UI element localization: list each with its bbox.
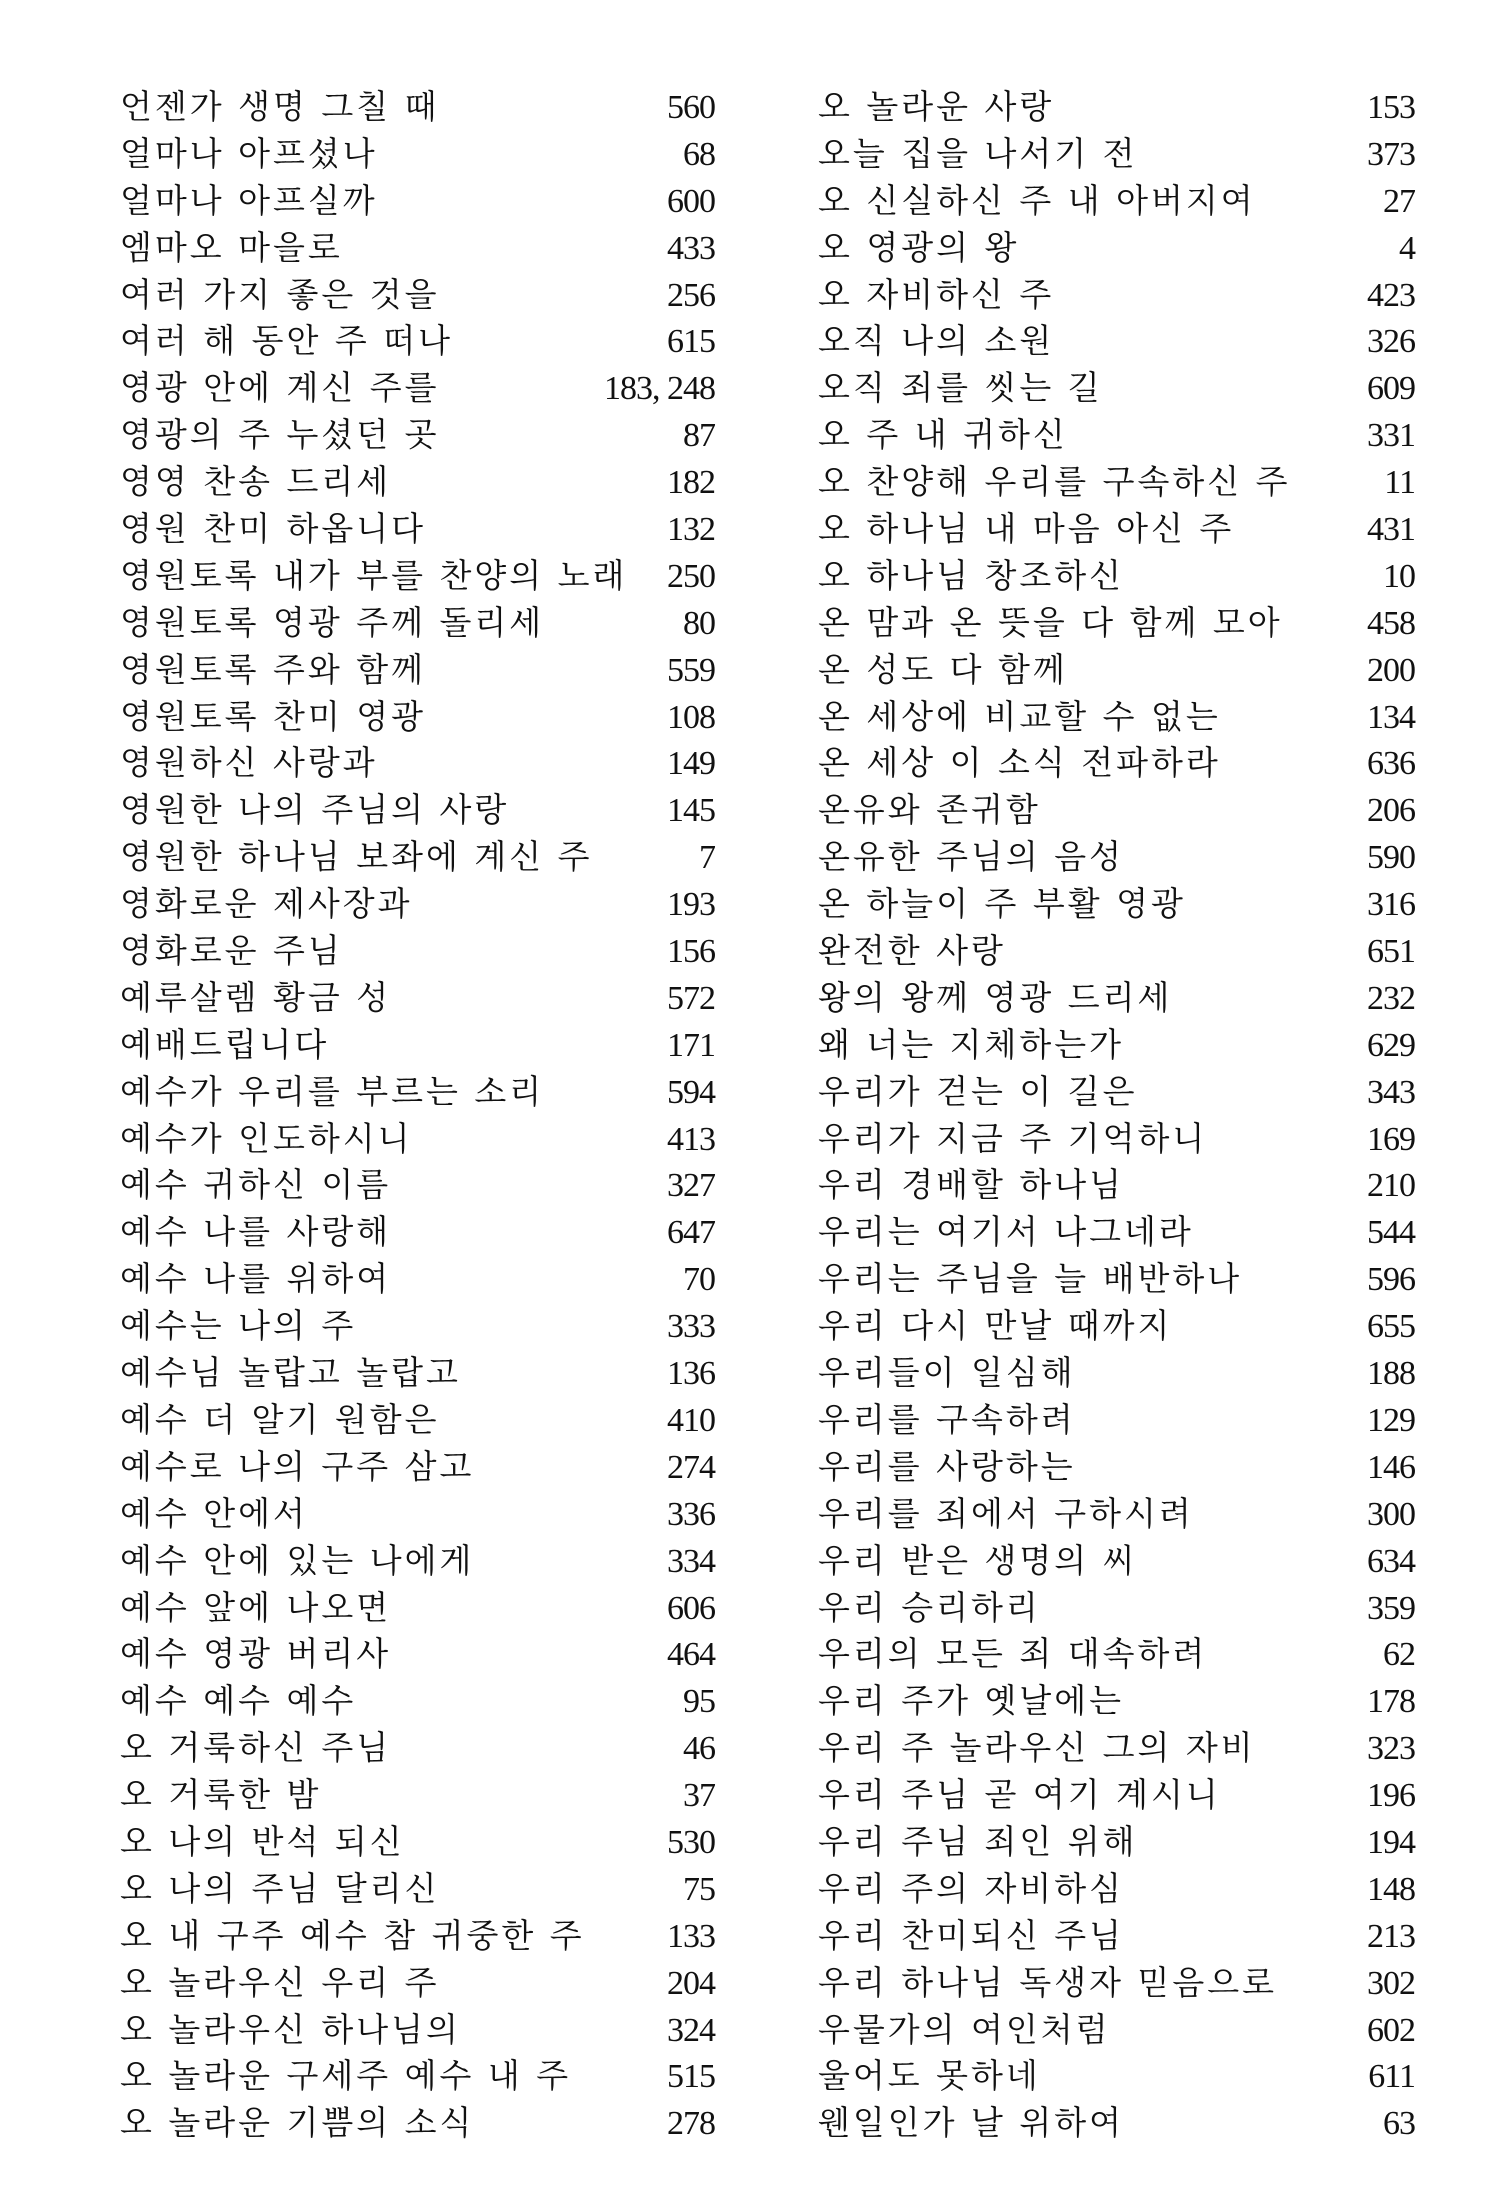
index-entry [818, 975, 1415, 1022]
entry-title: 오 놀라운 기쁨의 소식 [120, 2103, 475, 2143]
entry-title: 온 하늘이 주 부활 영광 [818, 884, 1186, 924]
entry-title: 오 찬양해 우리를 구속하신 주 [818, 462, 1291, 502]
right-index-column [818, 84, 1415, 2147]
index-entry [818, 272, 1415, 319]
entry-title: 영광 안에 계신 주를 [120, 368, 440, 408]
entry-title: 오 나의 주님 달리신 [120, 1868, 440, 1908]
entry-page-number: 70 [683, 1261, 715, 1299]
index-entry [120, 600, 715, 647]
index-entry [818, 2007, 1415, 2054]
index-entry [818, 1538, 1415, 1585]
index-entry [818, 1022, 1415, 1069]
index-entry [120, 1397, 715, 1444]
entry-page-number: 129 [1367, 1401, 1415, 1439]
index-entry [120, 740, 715, 787]
index-entry [120, 459, 715, 506]
entry-page-number: 629 [1367, 1026, 1415, 1064]
entry-page-number: 572 [667, 979, 715, 1017]
entry-page-number: 609 [1367, 370, 1415, 408]
entry-page-number: 206 [1367, 792, 1415, 830]
index-entry [120, 975, 715, 1022]
entry-title: 온유와 존귀함 [818, 790, 1041, 830]
entry-title: 우리 주님 곧 여기 계시니 [818, 1775, 1221, 1815]
entry-title: 예수 나를 위하여 [120, 1259, 392, 1299]
index-entry [818, 365, 1415, 412]
entry-page-number: 178 [1367, 1683, 1415, 1721]
entry-title: 우리는 여기서 나그네라 [818, 1212, 1194, 1252]
entry-page-number: 606 [667, 1589, 715, 1627]
index-entry [818, 1725, 1415, 1772]
entry-title: 예수 안에 있는 나에게 [120, 1540, 475, 1580]
index-entry [120, 1585, 715, 1632]
entry-title: 오 영광의 왕 [818, 227, 1020, 267]
index-entry [818, 1960, 1415, 2007]
index-entry [120, 1678, 715, 1725]
entry-title: 우리 찬미되신 주님 [818, 1915, 1125, 1955]
index-entry [818, 1772, 1415, 1819]
index-entry [120, 506, 715, 553]
entry-page-number: 515 [667, 2058, 715, 2096]
index-entry [818, 131, 1415, 178]
entry-page-number: 27 [1383, 182, 1415, 220]
index-entry [818, 459, 1415, 506]
entry-title: 우리 주님 죄인 위해 [818, 1821, 1138, 1861]
entry-page-number: 11 [1384, 464, 1415, 502]
entry-page-number: 464 [667, 1636, 715, 1674]
entry-page-number: 611 [1368, 2058, 1415, 2096]
entry-page-number: 145 [667, 792, 715, 830]
entry-title: 오 자비하신 주 [818, 274, 1055, 314]
entry-title: 우리 주가 옛날에는 [818, 1681, 1125, 1721]
entry-page-number: 336 [667, 1495, 715, 1533]
entry-page-number: 37 [683, 1777, 715, 1815]
entry-title: 오 나의 반석 되신 [120, 1821, 405, 1861]
entry-page-number: 636 [1367, 745, 1415, 783]
entry-title: 우리가 지금 주 기억하니 [818, 1118, 1208, 1158]
index-entry [818, 1678, 1415, 1725]
entry-title: 웬일인가 날 위하여 [818, 2103, 1125, 2143]
entry-title: 오늘 집을 나서기 전 [818, 133, 1138, 173]
index-entry [120, 834, 715, 881]
entry-title: 예수는 나의 주 [120, 1306, 357, 1346]
entry-page-number: 323 [1367, 1730, 1415, 1768]
index-entry [818, 1162, 1415, 1209]
entry-page-number: 433 [667, 229, 715, 267]
entry-page-number: 196 [1367, 1777, 1415, 1815]
entry-page-number: 634 [1367, 1542, 1415, 1580]
entry-title: 예수로 나의 구주 삼고 [120, 1446, 475, 1486]
entry-title: 우리는 주님을 늘 배반하나 [818, 1259, 1243, 1299]
index-entry [818, 1256, 1415, 1303]
index-entry [818, 1397, 1415, 1444]
entry-page-number: 133 [667, 1917, 715, 1955]
entry-title: 영원 찬미 하옵니다 [120, 509, 427, 549]
index-entry [818, 318, 1415, 365]
index-entry [818, 1209, 1415, 1256]
index-entry [120, 1303, 715, 1350]
entry-title: 언젠가 생명 그칠 때 [120, 87, 440, 126]
entry-page-number: 590 [1367, 839, 1415, 877]
entry-page-number: 134 [1367, 698, 1415, 736]
entry-title: 울어도 못하네 [818, 2056, 1041, 2096]
index-entry [120, 694, 715, 741]
entry-page-number: 359 [1367, 1589, 1415, 1627]
entry-title: 영화로운 주님 [120, 931, 343, 971]
entry-page-number: 194 [1367, 1823, 1415, 1861]
index-entry [120, 1913, 715, 1960]
entry-title: 우리 주의 자비하심 [818, 1868, 1125, 1908]
entry-title: 여러 해 동안 주 떠나 [120, 321, 453, 361]
index-entry [120, 412, 715, 459]
entry-page-number: 148 [1367, 1870, 1415, 1908]
entry-title: 우리 승리하리 [818, 1587, 1041, 1627]
entry-title: 오 하나님 창조하신 [818, 555, 1125, 595]
entry-title: 우리의 모든 죄 대속하려 [818, 1634, 1208, 1674]
index-entry [818, 1350, 1415, 1397]
entry-page-number: 423 [1367, 276, 1415, 314]
entry-title: 오 거룩하신 주님 [120, 1728, 392, 1768]
entry-title: 우리를 죄에서 구하시려 [818, 1493, 1194, 1533]
index-entry [120, 1866, 715, 1913]
index-entry [120, 84, 715, 131]
entry-page-number: 333 [667, 1308, 715, 1346]
entry-title: 온 맘과 온 뜻을 다 함께 모아 [818, 602, 1283, 642]
entry-page-number: 334 [667, 1542, 715, 1580]
index-entry [120, 225, 715, 272]
entry-page-number: 326 [1367, 323, 1415, 361]
entry-title: 우리를 구속하려 [818, 1399, 1076, 1439]
entry-title: 영원토록 찬미 영광 [120, 696, 427, 736]
entry-page-number: 188 [1367, 1355, 1415, 1393]
entry-page-number: 75 [683, 1870, 715, 1908]
index-entry [120, 1069, 715, 1116]
index-entry [818, 787, 1415, 834]
index-entry [818, 928, 1415, 975]
index-entry [818, 1819, 1415, 1866]
entry-title: 온 성도 다 함께 [818, 649, 1068, 689]
entry-page-number: 46 [683, 1730, 715, 1768]
index-entry [818, 740, 1415, 787]
entry-title: 예배드립니다 [120, 1024, 330, 1064]
entry-title: 오 거룩한 밤 [120, 1775, 322, 1815]
index-entry [818, 1444, 1415, 1491]
index-entry [120, 318, 715, 365]
index-entry [120, 553, 715, 600]
entry-page-number: 596 [1367, 1261, 1415, 1299]
entry-title: 영영 찬송 드리세 [120, 462, 392, 502]
entry-page-number: 62 [1383, 1636, 1415, 1674]
entry-page-number: 63 [1383, 2105, 1415, 2143]
entry-page-number: 68 [683, 135, 715, 173]
index-entry [120, 1256, 715, 1303]
entry-page-number: 204 [667, 1964, 715, 2002]
entry-page-number: 343 [1367, 1073, 1415, 1111]
index-entry [818, 1491, 1415, 1538]
index-entry [120, 647, 715, 694]
entry-page-number: 7 [699, 839, 715, 877]
entry-page-number: 602 [1367, 2011, 1415, 2049]
index-entry [120, 1350, 715, 1397]
entry-title: 예수님 놀랍고 놀랍고 [120, 1353, 461, 1393]
index-entry [120, 1116, 715, 1163]
index-entry [818, 412, 1415, 459]
entry-title: 온 세상에 비교할 수 없는 [818, 696, 1221, 736]
entry-page-number: 171 [667, 1026, 715, 1064]
entry-title: 얼마나 아프실까 [120, 180, 378, 220]
entry-title: 오 하나님 내 마음 아신 주 [818, 509, 1235, 549]
entry-page-number: 544 [1367, 1214, 1415, 1252]
entry-title: 오 내 구주 예수 참 귀중한 주 [120, 1915, 585, 1955]
entry-title: 오 신실하신 주 내 아버지여 [818, 180, 1256, 220]
entry-title: 엠마오 마을로 [120, 227, 343, 267]
index-entry [120, 1209, 715, 1256]
entry-title: 우리 받은 생명의 씨 [818, 1540, 1138, 1580]
entry-page-number: 256 [667, 276, 715, 314]
entry-title: 예수 앞에 나오면 [120, 1587, 392, 1627]
entry-page-number: 108 [667, 698, 715, 736]
entry-page-number: 80 [683, 604, 715, 642]
entry-page-number: 274 [667, 1448, 715, 1486]
entry-page-number: 278 [667, 2105, 715, 2143]
left-index-column [120, 84, 715, 2147]
entry-page-number: 594 [667, 1073, 715, 1111]
entry-title: 우리 경배할 하나님 [818, 1165, 1125, 1205]
entry-page-number: 458 [1367, 604, 1415, 642]
index-entry [120, 1819, 715, 1866]
entry-page-number: 95 [683, 1683, 715, 1721]
entry-title: 왕의 왕께 영광 드리세 [818, 977, 1173, 1017]
entry-title: 예수 영광 버리사 [120, 1634, 392, 1674]
index-entry [818, 1116, 1415, 1163]
index-entry [120, 2007, 715, 2054]
entry-title: 영원토록 영광 주께 돌리세 [120, 602, 545, 642]
index-entry [818, 2100, 1415, 2147]
entry-page-number: 651 [1367, 933, 1415, 971]
entry-title: 예수 나를 사랑해 [120, 1212, 392, 1252]
index-entry [120, 2053, 715, 2100]
index-entry [818, 1866, 1415, 1913]
index-entry [818, 84, 1415, 131]
entry-page-number: 169 [1367, 1120, 1415, 1158]
entry-page-number: 530 [667, 1823, 715, 1861]
entry-title: 예수가 우리를 부르는 소리 [120, 1071, 545, 1111]
index-entry [120, 1162, 715, 1209]
entry-page-number: 316 [1367, 886, 1415, 924]
entry-title: 오 놀라우신 하나님의 [120, 2009, 461, 2049]
index-entry [818, 2053, 1415, 2100]
entry-page-number: 615 [667, 323, 715, 361]
entry-page-number: 4 [1399, 229, 1415, 267]
entry-page-number: 10 [1383, 557, 1415, 595]
entry-page-number: 156 [667, 933, 715, 971]
index-entry [818, 881, 1415, 928]
entry-page-number: 324 [667, 2011, 715, 2049]
entry-page-number: 250 [667, 557, 715, 595]
entry-title: 우리를 사랑하는 [818, 1446, 1076, 1486]
entry-page-number: 302 [1367, 1964, 1415, 2002]
entry-page-number: 200 [1367, 651, 1415, 689]
entry-title: 영원토록 주와 함께 [120, 649, 427, 689]
entry-page-number: 410 [667, 1401, 715, 1439]
entry-title: 우리 다시 만날 때까지 [818, 1306, 1173, 1346]
index-entry [120, 131, 715, 178]
entry-page-number: 136 [667, 1355, 715, 1393]
entry-title: 예루살렘 황금 성 [120, 977, 392, 1017]
index-entry [120, 1444, 715, 1491]
entry-title: 완전한 사랑 [818, 931, 1006, 971]
index-entry [120, 1538, 715, 1585]
index-entry [120, 365, 715, 412]
entry-page-number: 331 [1367, 417, 1415, 455]
index-entry [818, 834, 1415, 881]
index-entry [818, 506, 1415, 553]
index-entry [818, 1631, 1415, 1678]
entry-page-number: 600 [667, 182, 715, 220]
entry-title: 온유한 주님의 음성 [818, 837, 1125, 877]
entry-page-number: 327 [667, 1167, 715, 1205]
entry-title: 영원한 하나님 보좌에 계신 주 [120, 837, 593, 877]
entry-title: 오 주 내 귀하신 [818, 415, 1068, 455]
entry-page-number: 373 [1367, 135, 1415, 173]
entry-page-number: 146 [1367, 1448, 1415, 1486]
entry-title: 영광의 주 누셨던 곳 [120, 415, 440, 455]
index-entry [818, 1303, 1415, 1350]
entry-page-number: 183, 248 [604, 370, 715, 408]
index-entry [120, 881, 715, 928]
index-entry [120, 1960, 715, 2007]
index-entry [818, 1585, 1415, 1632]
entry-title: 영화로운 제사장과 [120, 884, 413, 924]
entry-page-number: 213 [1367, 1917, 1415, 1955]
index-entry [818, 647, 1415, 694]
entry-page-number: 149 [667, 745, 715, 783]
entry-page-number: 193 [667, 886, 715, 924]
index-entry [818, 178, 1415, 225]
entry-page-number: 300 [1367, 1495, 1415, 1533]
entry-page-number: 647 [667, 1214, 715, 1252]
entry-title: 오직 나의 소원 [818, 321, 1055, 361]
index-entry [120, 1772, 715, 1819]
entry-title: 우물가의 여인처럼 [818, 2009, 1111, 2049]
entry-title: 예수 예수 예수 [120, 1681, 357, 1721]
entry-title: 영원하신 사랑과 [120, 743, 378, 783]
entry-page-number: 655 [1367, 1308, 1415, 1346]
entry-page-number: 560 [667, 89, 715, 126]
index-entry [818, 1069, 1415, 1116]
index-entry [120, 1022, 715, 1069]
index-entry [120, 272, 715, 319]
entry-title: 온 세상 이 소식 전파하라 [818, 743, 1221, 783]
index-entry [120, 1491, 715, 1538]
entry-title: 예수 더 알기 원함은 [120, 1399, 440, 1439]
entry-title: 여러 가지 좋은 것을 [120, 274, 440, 314]
index-entry [120, 1725, 715, 1772]
index-entry [818, 694, 1415, 741]
entry-title: 우리 하나님 독생자 믿음으로 [818, 1962, 1278, 2002]
entry-page-number: 232 [1367, 979, 1415, 1017]
entry-title: 우리들이 일심해 [818, 1353, 1076, 1393]
index-entry [818, 1913, 1415, 1960]
entry-title: 오 놀라운 사랑 [818, 87, 1055, 126]
index-entry [818, 225, 1415, 272]
entry-page-number: 182 [667, 464, 715, 502]
entry-page-number: 132 [667, 511, 715, 549]
entry-title: 영원토록 내가 부를 찬양의 노래 [120, 555, 628, 595]
entry-title: 예수가 인도하시니 [120, 1118, 413, 1158]
entry-page-number: 87 [683, 417, 715, 455]
index-entry [120, 178, 715, 225]
entry-page-number: 431 [1367, 511, 1415, 549]
entry-title: 예수 귀하신 이름 [120, 1165, 392, 1205]
entry-title: 오직 죄를 씻는 길 [818, 368, 1103, 408]
entry-page-number: 413 [667, 1120, 715, 1158]
index-entry [818, 553, 1415, 600]
index-entry [120, 787, 715, 834]
index-entry [120, 928, 715, 975]
entry-page-number: 153 [1367, 89, 1415, 126]
entry-title: 얼마나 아프셨나 [120, 133, 378, 173]
entry-title: 우리가 걷는 이 길은 [818, 1071, 1138, 1111]
entry-title: 오 놀라우신 우리 주 [120, 1962, 440, 2002]
index-entry [120, 2100, 715, 2147]
index-entry [120, 1631, 715, 1678]
entry-title: 예수 안에서 [120, 1493, 308, 1533]
entry-title: 오 놀라운 구세주 예수 내 주 [120, 2056, 572, 2096]
entry-title: 왜 너는 지체하는가 [818, 1024, 1125, 1064]
entry-title: 우리 주 놀라우신 그의 자비 [818, 1728, 1256, 1768]
index-entry [818, 600, 1415, 647]
entry-title: 영원한 나의 주님의 사랑 [120, 790, 510, 830]
entry-page-number: 210 [1367, 1167, 1415, 1205]
entry-page-number: 559 [667, 651, 715, 689]
